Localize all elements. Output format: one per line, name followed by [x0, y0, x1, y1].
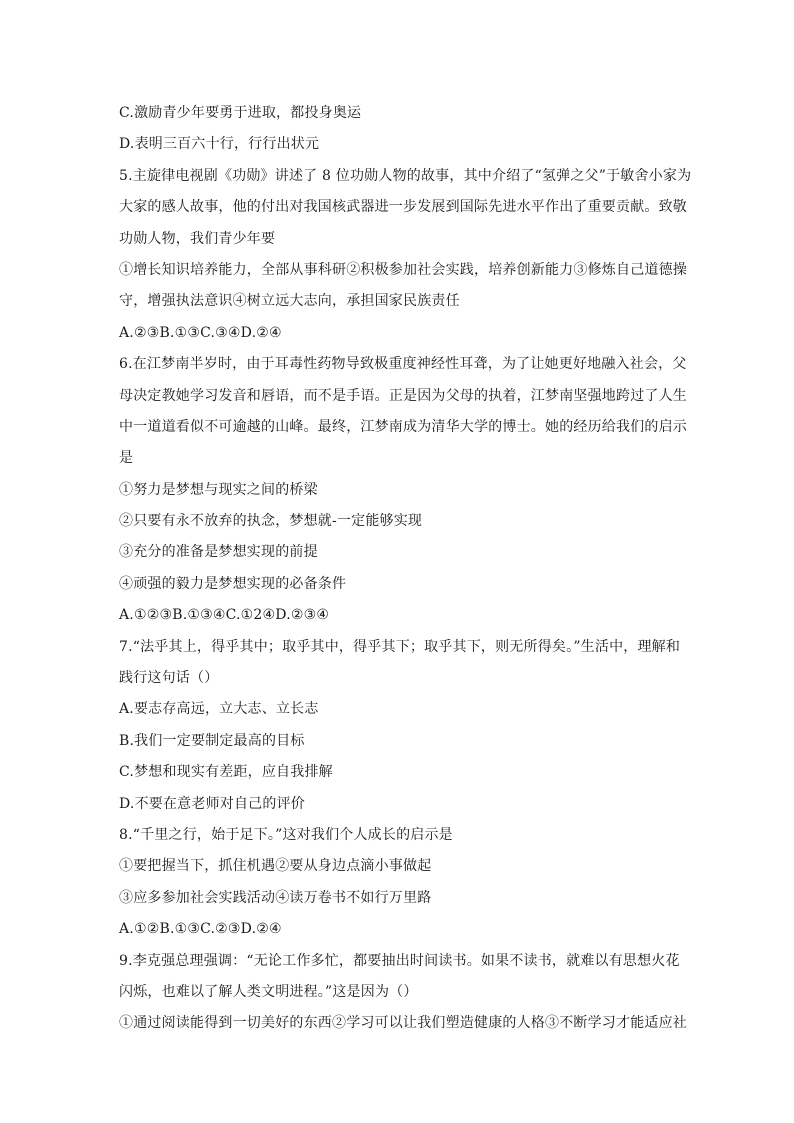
question-6-statement-3: ③充分的准备是梦想实现的前提 — [119, 544, 318, 561]
document-page — [119, 98, 692, 1040]
question-5-statements-2: 守，增强执法意识④树立远大志向，承担国家民族责任 — [119, 293, 460, 310]
option-c-q4: C.激励青少年要勇于进取，都投身奥运 — [119, 105, 362, 121]
option-c-q7: C.梦想和现实有差距，应自我排解 — [119, 764, 333, 781]
question-6-text-3: 中一道道看似不可逾越的山峰。最终，江梦南成为清华大学的博士。她的经历给我们的启示 — [119, 418, 687, 435]
question-8-text: 8.“千里之行，始于足下。”这对我们个人成长的启示是 — [119, 826, 453, 843]
question-7-text-1: 7.“法乎其上，得乎其中；取乎其中，得乎其下；取乎其下，则无所得矣。”生活中，理解和 — [119, 638, 681, 655]
question-8-statements-1: ①要把握当下，抓住机遇②要从身边点滴小事做起 — [119, 858, 432, 875]
question-6-options: A.①②③B.①③④C.①2④D.②③④ — [119, 607, 330, 624]
question-5-options: A.②③B.①③C.③④D.②④ — [119, 324, 282, 341]
question-6-text-4: 是 — [119, 450, 134, 467]
question-5-text-1: 5.主旋律电视剧《功勋》讲述了 8 位功勋人物的故事，其中介绍了“氢弹之父”于敏舍小家为 — [119, 167, 692, 184]
question-7-text-2: 践行这句话（） — [119, 670, 219, 687]
option-a-q7: A.要志存高远，立大志、立长志 — [119, 701, 319, 718]
question-6-statement-4: ④顽强的毅力是梦想实现的必备条件 — [119, 575, 347, 592]
option-d-q4: D.表明三百六十行，行行出状元 — [119, 136, 320, 153]
question-6-statement-2: ②只要有永不放弃的执念，梦想就-一定能够实现 — [119, 513, 423, 530]
question-6-text-1: 6.在江梦南半岁时，由于耳毒性药物导致极重度神经性耳聋，为了让她更好地融入社会，父 — [119, 356, 687, 373]
question-6-statement-1: ①努力是梦想与现实之间的桥梁 — [119, 481, 318, 498]
question-6-text-2: 母决定教她学习发音和唇语，而不是手语。正是因为父母的执着，江梦南坚强地跨过了人生 — [119, 387, 687, 404]
option-b-q7: B.我们一定要制定最高的目标 — [119, 732, 305, 749]
question-9-statements-1: ①通过阅读能得到一切美好的东西②学习可以让我们塑造健康的人格③不断学习才能适应社 — [119, 1015, 687, 1032]
question-5-text-3: 功勋人物，我们青少年要 — [119, 230, 276, 247]
option-d-q7: D.不要在意老师对自己的评价 — [119, 795, 305, 812]
question-8-options: A.①②B.①③C.②③D.②④ — [119, 921, 282, 938]
question-9-text-1: 9.李克强总理强调：“无论工作多忙，都要抽出时间读书。如果不读书，就难以有思想火花 — [119, 952, 680, 969]
question-9-text-2: 闪烁，也难以了解人类文明进程。”这是因为（） — [119, 983, 418, 1000]
question-8-statements-2: ③应多参加社会实践活动④读万卷书不如行万里路 — [119, 889, 432, 906]
question-5-statements-1: ①增长知识培养能力，全部从事科研②积极参加社会实践，培养创新能力③修炼自己道德操 — [119, 261, 687, 278]
question-5-text-2: 大家的感人故事，他的付出对我国核武器进一步发展到国际先进水平作出了重要贡献。致敬 — [119, 199, 687, 216]
